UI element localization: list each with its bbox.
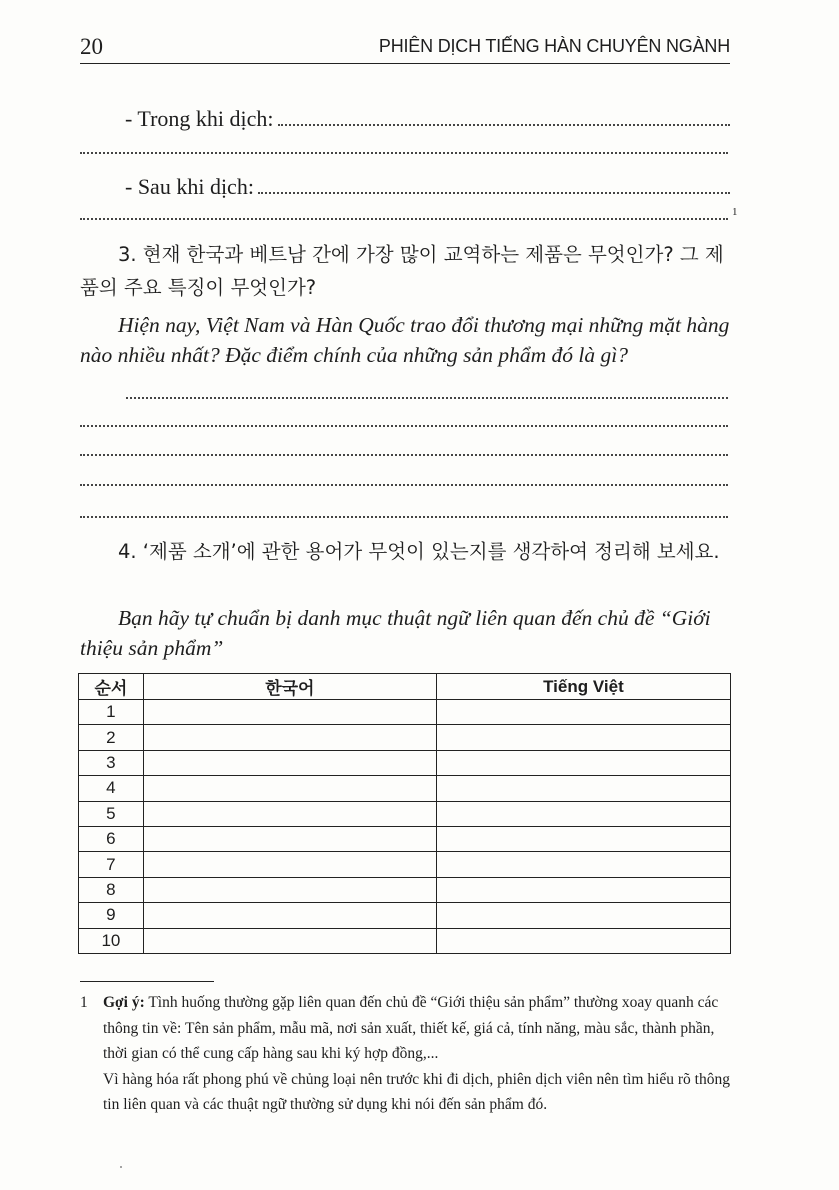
vietnamese-cell xyxy=(436,903,730,928)
table-row xyxy=(79,776,731,801)
page-header xyxy=(80,28,730,62)
footnote-number: 1 xyxy=(80,994,88,1011)
table-header-row xyxy=(79,674,731,700)
footnote-paragraph-2: Vì hàng hóa rất phong phú về chủng loại nên trước khi đi dịch, phiên dịch viên nên tìm hiểu rõ thông tin liên quan và các thuật ngữ thường sử dụng khi nói đến sản phẩm đó. xyxy=(103,1070,730,1113)
answer-dots xyxy=(278,108,730,126)
vietnamese-cell xyxy=(436,725,730,750)
question-3-korean: 3. 현재 한국과 베트남 간에 가장 많이 교역하는 제품은 무엇인가? 그 제품의 주요 특징이 무엇인가? xyxy=(80,243,724,299)
question-4-vietnamese: Bạn hãy tự chuẩn bị danh mục thuật ngữ liên quan đến chủ đề “Giới thiệu sản phẩm” xyxy=(80,606,711,660)
vietnamese-cell xyxy=(436,928,730,953)
answer-line xyxy=(80,484,728,486)
answer-line xyxy=(80,516,728,518)
footnote-body xyxy=(103,990,735,1118)
row-number: 8 xyxy=(79,877,144,902)
answer-line xyxy=(126,397,728,399)
vietnamese-cell xyxy=(436,750,730,775)
korean-cell xyxy=(143,725,436,750)
korean-cell xyxy=(143,826,436,851)
korean-cell xyxy=(143,700,436,725)
footnote-reference: 1 xyxy=(732,206,738,218)
vietnamese-cell xyxy=(436,700,730,725)
korean-cell xyxy=(143,776,436,801)
header-vietnamese: Tiếng Việt xyxy=(436,674,730,700)
during-translation-line xyxy=(80,106,730,132)
running-title: PHIÊN DỊCH TIẾNG HÀN CHUYÊN NGÀNH xyxy=(378,36,730,56)
question-3-vietnamese: Hiện nay, Việt Nam và Hàn Quốc trao đổi thương mại những mặt hàng nào nhiều nhất? Đặc điểm chính của những sản phẩm đó là gì? xyxy=(80,313,730,367)
footnote-separator xyxy=(80,981,214,982)
row-number: 3 xyxy=(79,750,144,775)
row-number: 9 xyxy=(79,903,144,928)
footnote xyxy=(80,990,735,1118)
table-row xyxy=(79,826,731,851)
table-row xyxy=(79,903,731,928)
footnote-paragraph-1 xyxy=(103,990,735,1067)
row-number: 2 xyxy=(79,725,144,750)
footnote-lead: Gợi ý: xyxy=(103,994,145,1011)
row-number: 10 xyxy=(79,928,144,953)
table-row xyxy=(79,700,731,725)
table-row xyxy=(79,750,731,775)
korean-cell xyxy=(143,903,436,928)
after-translation-label: - Sau khi dịch: xyxy=(125,174,254,199)
answer-line xyxy=(80,218,728,220)
table-row xyxy=(79,928,731,953)
header-korean: 한국어 xyxy=(143,674,436,700)
korean-cell xyxy=(143,928,436,953)
header-order: 순서 xyxy=(79,674,144,700)
row-number: 5 xyxy=(79,801,144,826)
vietnamese-cell xyxy=(436,852,730,877)
footnote-text-1: Tình huống thường gặp liên quan đến chủ đề “Giới thiệu sản phẩm” thường xoay quanh các thông tin về: Tên sản phẩm, mẫu mã, nơi sản xuất, thiết kế, giá cả, tính năng, màu sắc, thành phần, thời gian có thể cung cấp hàng sau khi ký hợp đồng,... xyxy=(103,994,719,1062)
table-row xyxy=(79,725,731,750)
during-translation-label: - Trong khi dịch: xyxy=(125,106,274,131)
answer-line xyxy=(80,454,728,456)
answer-line xyxy=(80,425,728,427)
table-row xyxy=(79,852,731,877)
row-number: 1 xyxy=(79,700,144,725)
question-4-korean: 4. ‘제품 소개’에 관한 용어가 무엇이 있는지를 생각하여 정리해 보세요. xyxy=(118,540,720,563)
vietnamese-cell xyxy=(436,776,730,801)
table-row xyxy=(79,801,731,826)
answer-line xyxy=(80,152,728,154)
row-number: 4 xyxy=(79,776,144,801)
terminology-table xyxy=(78,673,731,954)
vietnamese-cell xyxy=(436,801,730,826)
vietnamese-cell xyxy=(436,877,730,902)
row-number: 7 xyxy=(79,852,144,877)
print-speck xyxy=(120,1166,122,1168)
korean-cell xyxy=(143,877,436,902)
answer-dots xyxy=(258,176,730,194)
header-rule xyxy=(80,63,730,64)
table-row xyxy=(79,877,731,902)
vietnamese-cell xyxy=(436,826,730,851)
korean-cell xyxy=(143,750,436,775)
page-number: 20 xyxy=(80,34,103,59)
korean-cell xyxy=(143,801,436,826)
korean-cell xyxy=(143,852,436,877)
row-number: 6 xyxy=(79,826,144,851)
after-translation-line xyxy=(80,174,730,200)
